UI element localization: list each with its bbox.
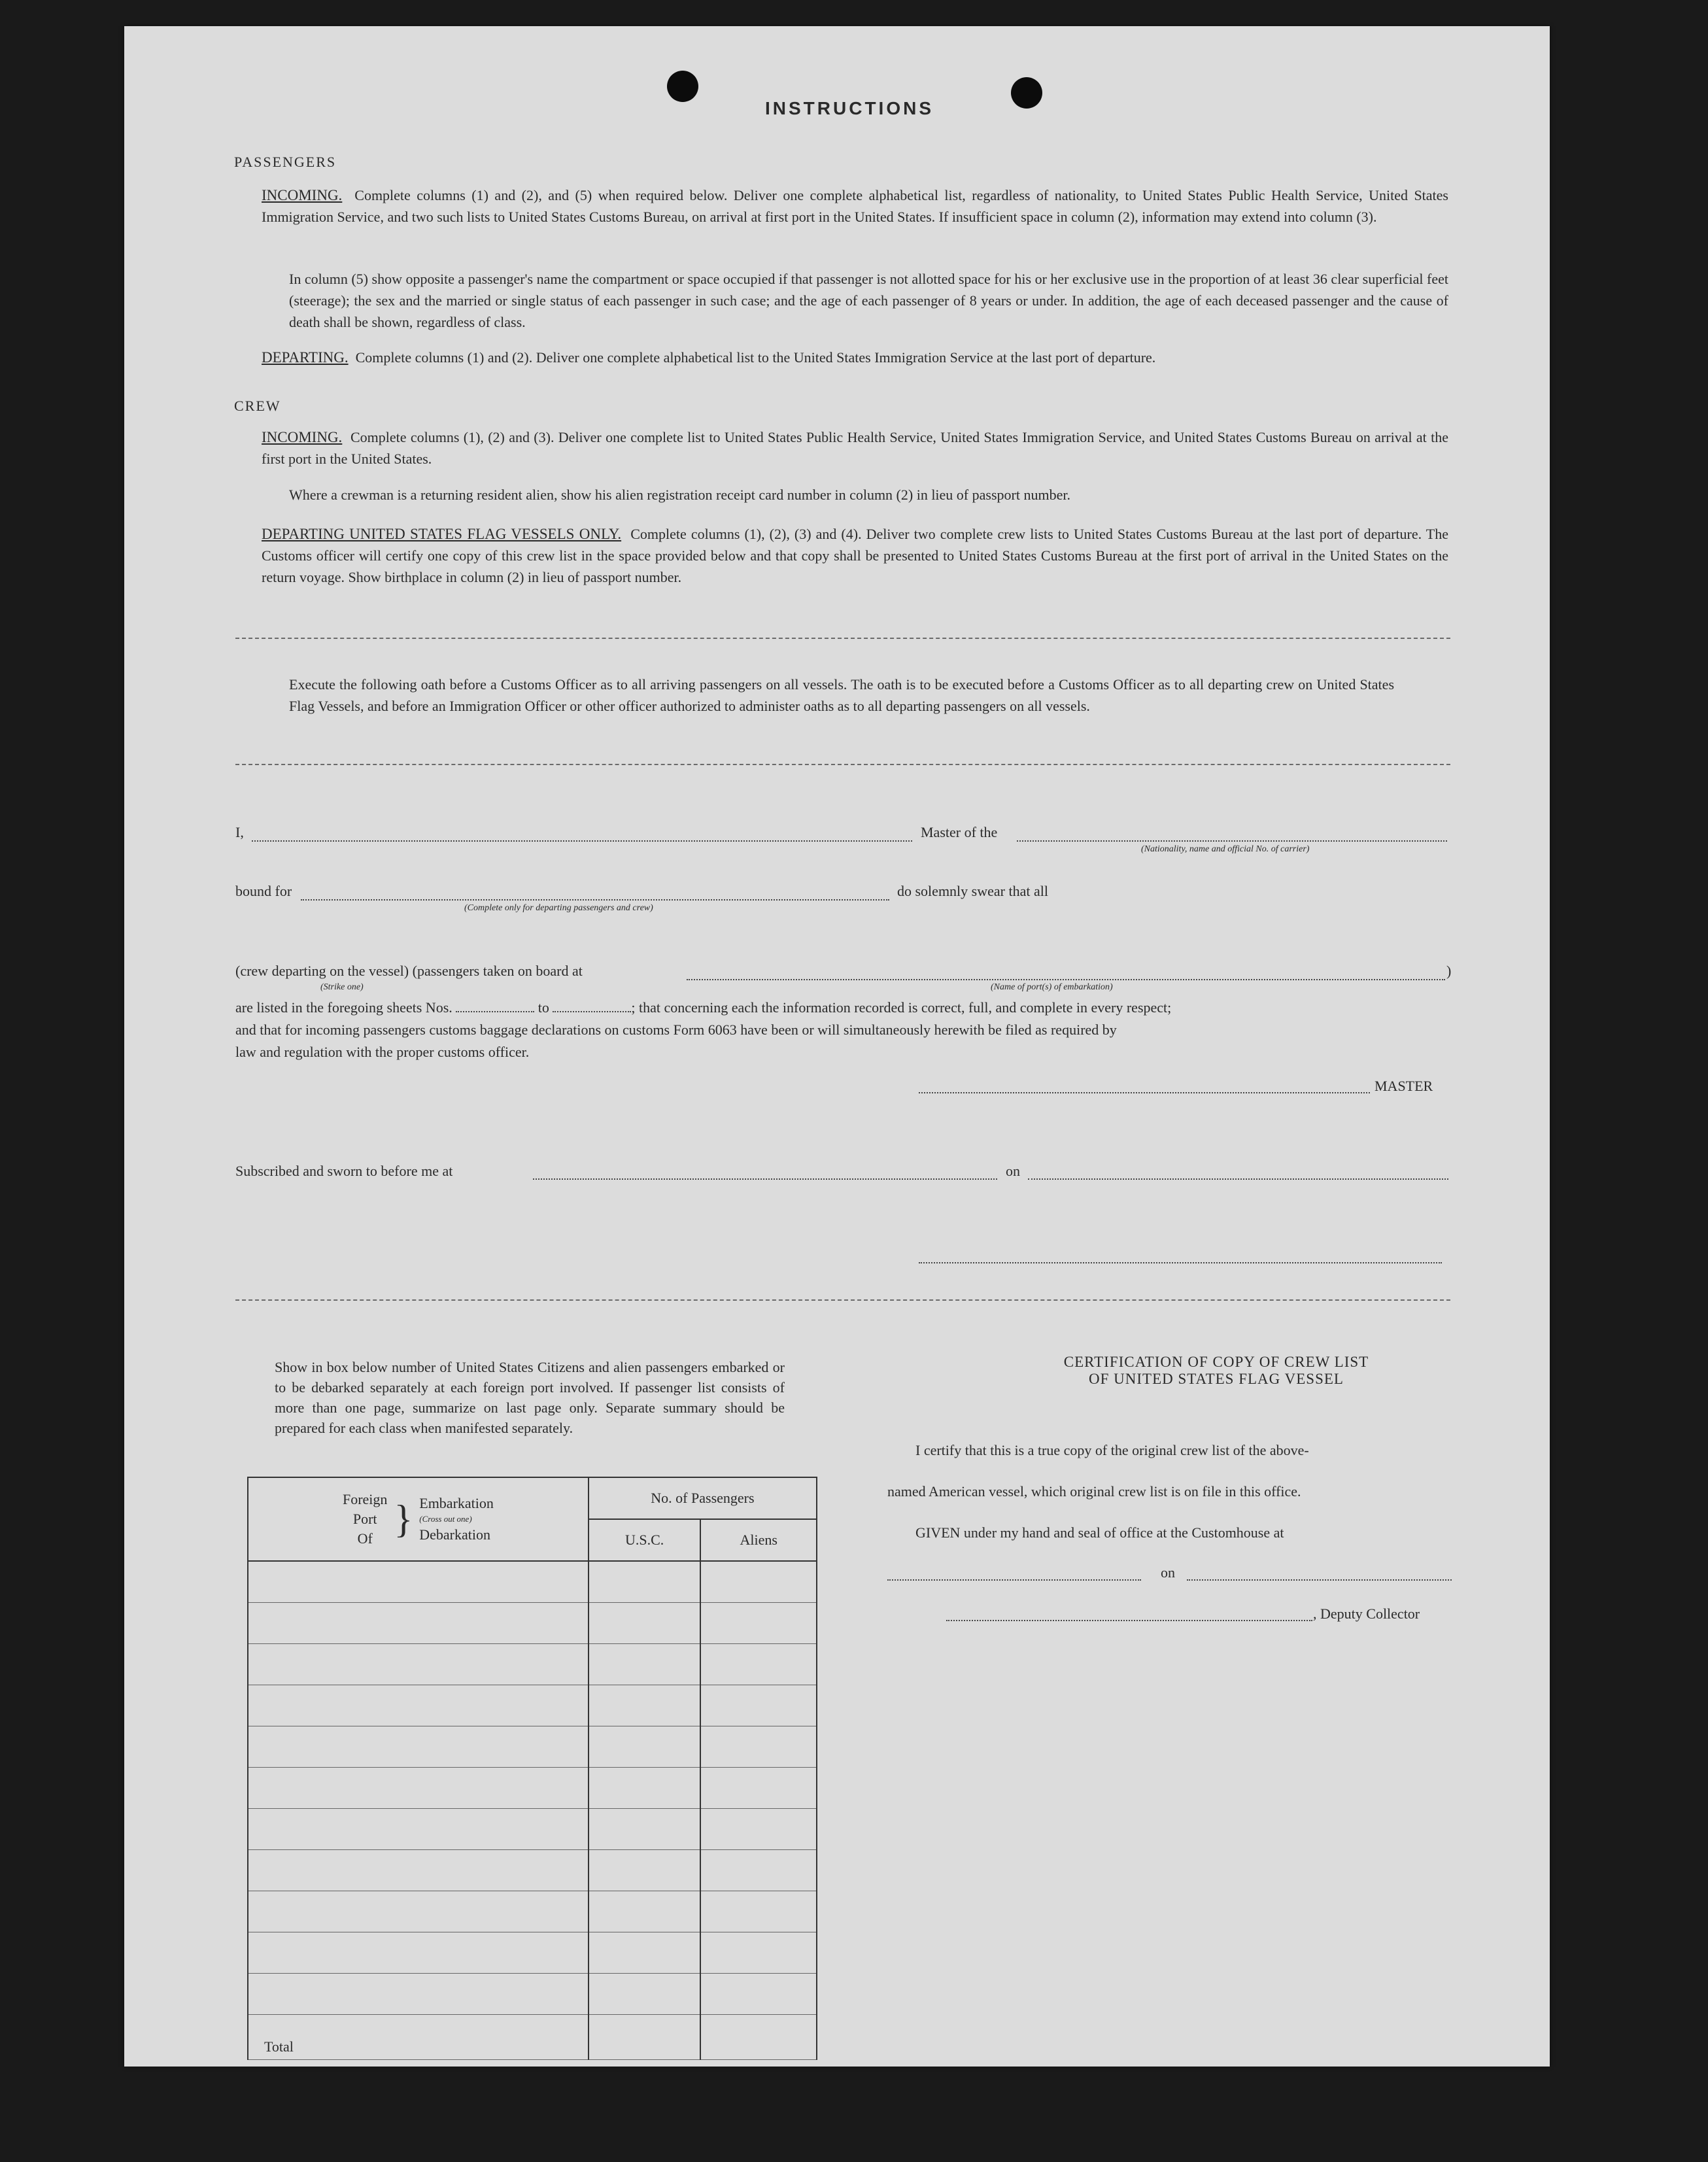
cert-date-field[interactable] [1187,1579,1452,1581]
aliens-cell[interactable] [700,1850,817,1891]
listed-text-2: ; that concerning each the information recorded is correct, full, and complete in every respect; [631,999,1172,1016]
crew-departing-label: (crew departing on the vessel) (passengers taken on board at [235,963,583,979]
listed-line-3: and that for incoming passengers customs baggage declarations on customs Form 6063 have been or will simultaneously herewith be filed as required by [235,1021,1117,1038]
aliens-cell[interactable] [700,1768,817,1809]
port-cell[interactable] [248,1932,589,1974]
total-usc-cell[interactable] [589,2015,701,2060]
column5-paragraph: In column (5) show opposite a passenger's name the compartment or space occupied if that passenger is not allotted space for his or her exclusive use in the proportion of at least 36 clear superficial feet (steerage); the sex and the married or single status of each passenger in such case; and the age of each passenger of 8 years or under. In addition, the age of each deceased passenger and the cause of death shall be shown, regardless of class. [289,271,1448,330]
table-row [248,1809,817,1850]
listed-line-1 [235,999,1171,1016]
master-name-field[interactable] [252,840,912,842]
summary-note-section [275,1357,785,1438]
certify-line-1: I certify that this is a true copy of the original crew list of the above- [915,1442,1309,1458]
carrier-field[interactable] [1017,840,1447,842]
listed-text-1: are listed in the foregoing sheets Nos. [235,999,453,1016]
usc-header: U.S.C. [589,1519,701,1561]
deputy-signature-field[interactable] [946,1620,1312,1621]
flag-vessels-paragraph [262,523,1448,588]
usc-cell[interactable] [589,1768,701,1809]
usc-cell[interactable] [589,1891,701,1932]
master-signature-field[interactable] [919,1092,1370,1093]
total-label [248,2015,589,2060]
port-cell[interactable] [248,1768,589,1809]
crew-incoming-paragraph [262,426,1448,470]
usc-cell[interactable] [589,1644,701,1685]
certification-title [948,1354,1484,1388]
aliens-header: Aliens [700,1519,817,1561]
port-cell[interactable] [248,1561,589,1603]
certification-title-1: CERTIFICATION OF COPY OF CREW LIST [1063,1354,1369,1370]
passengers-incoming-section [262,184,1448,228]
total-row [248,2015,817,2060]
aliens-cell[interactable] [700,1726,817,1768]
usc-cell[interactable] [589,1850,701,1891]
table-row [248,1603,817,1644]
form-sheet [124,26,1550,2067]
instructions-title: INSTRUCTIONS [765,98,934,118]
column5-section [289,268,1448,333]
usc-cell[interactable] [589,1685,701,1726]
incoming-text: Complete columns (1) and (2), and (5) when required below. Deliver one complete alphabetical list, regardless of nationality, to United States Public Health Service, United States Immigration Service, and two such lists to United States Customs Bureau, on arrival at first port in the United States. If insufficient space in column (2), information may extend into column (3). [262,187,1448,225]
divider-2 [235,764,1450,765]
no-of-passengers-header: No. of Passengers [589,1477,817,1519]
master-label: MASTER [1375,1078,1433,1094]
sheet-to-field[interactable] [553,1011,631,1012]
total-text: Total [264,2038,294,2055]
table-row [248,1974,817,2015]
port-header [248,1477,589,1561]
aliens-cell[interactable] [700,1891,817,1932]
departing-text: Complete columns (1) and (2). Deliver one complete alphabetical list to the United States Immigration Service at the last port of departure. [355,349,1156,366]
usc-cell[interactable] [589,1974,701,2015]
port-cell[interactable] [248,1644,589,1685]
punch-hole-right [1011,77,1042,109]
flag-vessels-section [262,523,1448,588]
incoming-label: INCOMING. [262,187,343,203]
table-row [248,1644,817,1685]
brace-glyph: } [394,1498,413,1541]
oath-intro-paragraph: Execute the following oath before a Customs Officer as to all arriving passengers on all vessels. The oath is to be executed before a Customs Officer as to all departing crew on United States Flag Vessels, and before an Immigration Officer or other officer authorized to administer oaths as to all departing passengers on all vessels. [289,676,1394,714]
officer-signature-field[interactable] [919,1262,1442,1263]
passengers-departing-section [262,347,1448,368]
crew-incoming-text: Complete columns (1), (2) and (3). Deliver one complete list to United States Public Health Service, United States Immigration Service, and United States Customs Bureau on arrival at the first port in the United States. [262,429,1448,467]
strike-one-note: (Strike one) [320,982,364,992]
passengers-departing-paragraph [262,347,1448,368]
sworn-on-label: on [1006,1163,1020,1179]
certify-line-2: named American vessel, which original crew list is on file in this office. [887,1483,1301,1500]
swear-label: do solemnly swear that all [897,883,1048,899]
crewman-section [289,484,1448,506]
sworn-date-field[interactable] [1028,1178,1448,1180]
of-label: Of [357,1530,373,1547]
aliens-cell[interactable] [700,1809,817,1850]
table-row [248,1932,817,1974]
aliens-cell[interactable] [700,1974,817,2015]
master-of-label: Master of the [921,824,998,840]
punch-hole-left [667,71,698,102]
ports-note: (Name of port(s) of embarkation) [991,982,1113,992]
cert-on-label: on [1161,1564,1175,1581]
usc-cell[interactable] [589,1561,701,1603]
port-cell[interactable] [248,1974,589,2015]
summary-note: Show in box below number of United States Citizens and alien passengers embarked or to be debarked separately at each foreign port involved. If passenger list consists of more than one page, summarize on last page only. Separate summary should be prepared for each class when manifested separately. [275,1359,785,1436]
port-cell[interactable] [248,1850,589,1891]
customhouse-field[interactable] [887,1579,1141,1581]
aliens-cell[interactable] [700,1561,817,1603]
table-row [248,1768,817,1809]
table-row [248,1850,817,1891]
crew-incoming-label: INCOMING. [262,429,343,445]
bound-for-label: bound for [235,883,292,899]
port-cell[interactable] [248,1685,589,1726]
port-cell[interactable] [248,1603,589,1644]
deputy-collector-label: , Deputy Collector [1313,1605,1420,1622]
aliens-cell[interactable] [700,1932,817,1974]
port-label: Port [352,1511,377,1527]
aliens-cell[interactable] [700,1603,817,1644]
divider-3 [235,1299,1450,1301]
foreign-label: Foreign [342,1491,388,1507]
embarkation-label: Embarkation [419,1495,494,1511]
divider-1 [235,638,1450,639]
oath-i-label: I, [235,824,244,840]
table-row [248,1891,817,1932]
close-paren: ) [1446,963,1452,979]
listed-line-4: law and regulation with the proper customs officer. [235,1044,530,1060]
table-row [248,1561,817,1603]
certify-line-3: GIVEN under my hand and seal of office at the Customhouse at [915,1524,1284,1541]
table-row [248,1685,817,1726]
usc-cell[interactable] [589,1932,701,1974]
passenger-summary-table [247,1477,817,2060]
nationality-note: (Nationality, name and official No. of carrier) [1141,844,1310,854]
port-cell[interactable] [248,1726,589,1768]
subscribed-label: Subscribed and sworn to before me at [235,1163,453,1179]
complete-only-note: (Complete only for departing passengers and crew) [464,903,653,913]
listed-to: to [538,999,549,1016]
bound-for-field[interactable] [301,899,889,901]
cross-out-note: (Cross out one) [419,1514,472,1524]
oath-intro-section [289,674,1394,717]
departing-label: DEPARTING. [262,349,349,366]
crew-incoming-section [262,426,1448,470]
usc-cell[interactable] [589,1603,701,1644]
certification-title-2: OF UNITED STATES FLAG VESSEL [1089,1371,1344,1387]
port-embarkation-field[interactable] [687,979,1445,980]
passengers-incoming-paragraph [262,184,1448,228]
debarkation-label: Debarkation [419,1526,490,1543]
flag-vessels-text: Complete columns (1), (2), (3) and (4). Deliver two complete crew lists to United States Customs Bureau at the last port of departure. The Customs officer will certify one copy of this crew list in the space provided below and that copy shall be presented to United States Customs Bureau at the first port of arrival in the United States on the return voyage. Show birthplace in column (2) in lieu of passport number. [262,526,1449,585]
passengers-heading: PASSENGERS [234,154,337,170]
crew-heading: CREW [234,398,281,414]
flag-vessels-label: DEPARTING UNITED STATES FLAG VESSELS ONLY. [262,526,622,542]
crewman-paragraph: Where a crewman is a returning resident alien, show his alien registration receipt card number in column (2) in lieu of passport number. [289,487,1070,503]
aliens-cell[interactable] [700,1644,817,1685]
aliens-cell[interactable] [700,1685,817,1726]
usc-cell[interactable] [589,1809,701,1850]
sheet-from-field[interactable] [456,1011,534,1012]
port-cell[interactable] [248,1809,589,1850]
sworn-place-field[interactable] [533,1178,997,1180]
table-row [248,1726,817,1768]
total-aliens-cell[interactable] [700,2015,817,2060]
port-cell[interactable] [248,1891,589,1932]
usc-cell[interactable] [589,1726,701,1768]
